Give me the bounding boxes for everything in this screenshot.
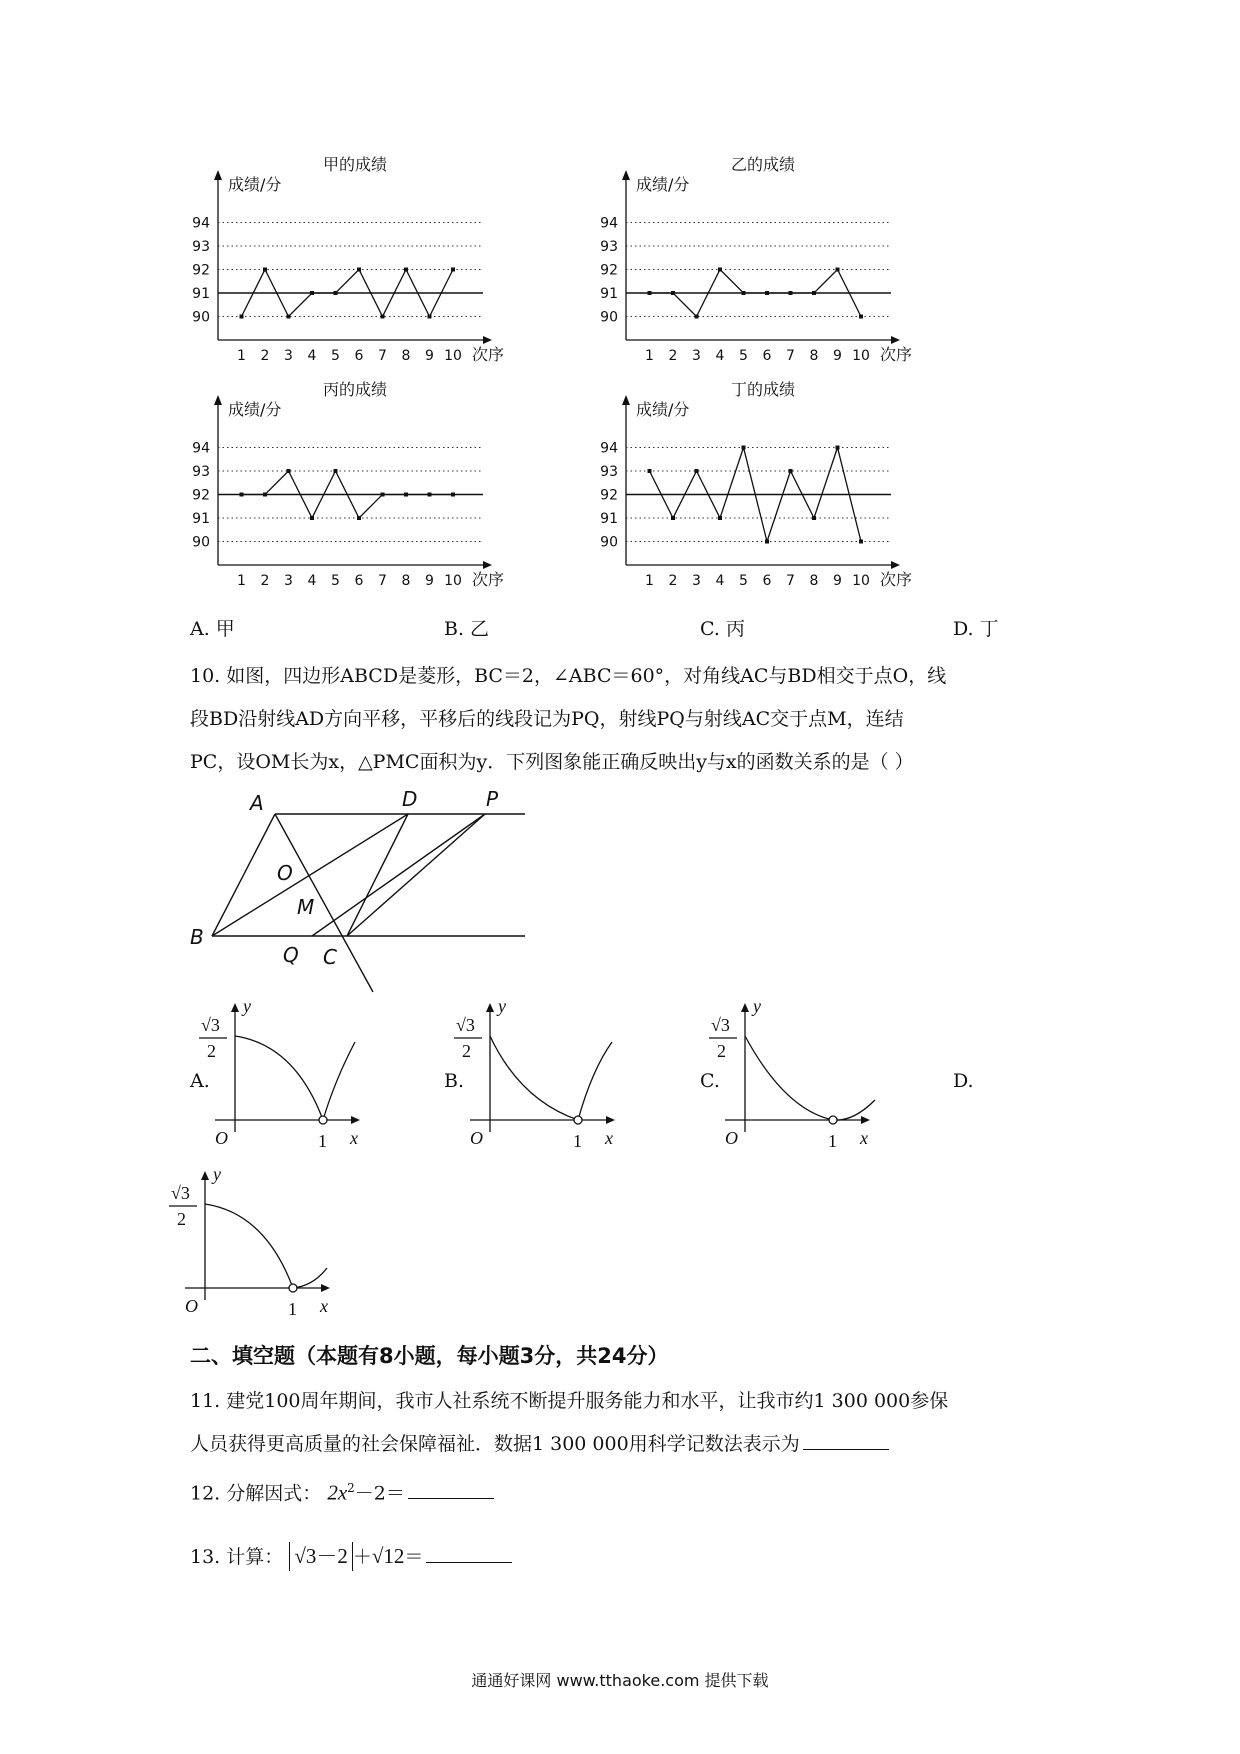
open-point [289,1284,297,1292]
x-tick-label: 10 [852,348,870,364]
q12-prefix: 12. 分解因式： [190,1482,322,1505]
y-tick-label: 90 [600,309,618,326]
data-point [310,291,314,295]
open-point [319,1116,327,1124]
y-tick-label: 91 [600,286,618,302]
y-tick-label: 90 [192,309,210,326]
q13-sqrt12: √12 [371,1544,405,1568]
data-point [765,291,769,295]
x-tick-label: 4 [307,573,317,589]
x-tick-label: 3 [692,573,701,589]
data-point [836,446,840,450]
x-tick-label: 3 [692,348,701,364]
x-axis-arrow [351,1116,360,1124]
x-tick-label: 1 [288,1299,297,1319]
y-tick-label: 90 [192,534,210,551]
y-axis-arrow [622,395,630,405]
x-tick-label: 1 [237,573,246,589]
x-tick-label: 10 [444,348,462,364]
x-tick-label: 2 [260,573,270,589]
x-label: x [320,1296,328,1316]
y-tick-label: 91 [192,286,210,302]
x-tick-label: 1 [318,1131,327,1151]
q9-option-b: B. 乙 [444,618,490,640]
data-point [240,493,244,497]
y-tick-label: 94 [600,215,618,232]
q13-text [190,1542,512,1571]
x-tick-label: 5 [331,573,340,589]
q10-line2: 段BD沿射线AD方向平移，平移后的线段记为PQ，射线PQ与射线AC交于点M，连结 [190,708,904,730]
q9-option-a: A. 甲 [190,618,235,640]
q9-charts [0,0,1240,600]
data-point [648,291,652,295]
data-point [671,516,675,520]
x-tick-label: 8 [809,348,819,364]
q10-graph-c [711,996,945,1160]
y-label: y [753,996,761,1016]
q12-expr-a: 2x [327,1480,348,1505]
q12-answer-blank[interactable] [408,1482,494,1499]
data-point [718,268,722,272]
y-tick-label: 94 [192,215,210,232]
q10-figure [180,780,530,995]
data-point [334,291,338,295]
y-label: y [243,996,251,1016]
q10-line3: PC，设OM长为x，△PMC面积为y．下列图象能正确反映出y与x的函数关系的是（ ） [190,751,914,773]
x-tick-label: 8 [401,573,411,589]
data-point [812,516,816,520]
origin-label: O [725,1128,738,1148]
label-q: Q [283,943,299,967]
data-point [334,469,338,473]
q13-eq: ＝ [404,1546,424,1568]
sqrt3-label: √3 [711,1015,730,1035]
label-m: M [297,895,315,919]
y-tick-label: 91 [600,511,618,527]
data-point [765,540,769,544]
data-point [428,315,432,319]
q10-graph-d [171,1164,405,1328]
data-point [742,291,746,295]
x-tick-label: 5 [739,573,748,589]
y-axis-label: 成绩/分 [636,400,690,419]
x-tick-label: 6 [762,573,772,589]
x-tick-label: 9 [425,348,434,364]
label-d: D [402,787,418,811]
x-axis-arrow [891,561,900,569]
function-curve [235,1036,355,1120]
data-point [287,469,291,473]
y-tick-label: 94 [600,440,618,457]
x-tick-label: 6 [354,348,364,364]
x-tick-label: 8 [401,348,411,364]
x-axis-arrow [606,1116,615,1124]
y-axis-arrow [214,170,222,180]
denominator-label: 2 [462,1041,471,1061]
x-tick-label: 3 [284,348,293,364]
y-tick-label: 93 [192,464,210,480]
x-axis-arrow [861,1116,870,1124]
x-label: x [860,1128,868,1148]
x-tick-label: 8 [809,573,819,589]
x-tick-label: 1 [573,1131,582,1151]
data-point [859,315,863,319]
q11-answer-blank[interactable] [803,1433,889,1450]
data-point [812,291,816,295]
chart-title: 丁的成绩 [730,380,796,399]
function-curve [490,1036,612,1120]
data-point [836,268,840,272]
data-point [789,291,793,295]
open-point [829,1116,837,1124]
y-tick-label: 91 [192,511,210,527]
chart-jia [192,155,504,364]
data-point [451,268,455,272]
y-axis-label: 成绩/分 [636,175,690,194]
y-axis-arrow [231,1003,239,1012]
x-tick-label: 2 [668,573,678,589]
y-axis-label: 成绩/分 [228,400,282,419]
origin-label: O [215,1128,228,1148]
y-tick-label: 90 [600,534,618,551]
q10-option-b: B. [444,1070,465,1092]
label-p: P [486,787,499,811]
denominator-label: 2 [717,1041,726,1061]
x-tick-label: 2 [260,348,270,364]
sqrt3-label: √3 [171,1183,190,1203]
x-tick-label: 5 [739,348,748,364]
x-tick-label: 9 [833,573,842,589]
x-tick-label: 4 [715,348,725,364]
origin-label: O [185,1296,198,1316]
label-c: C [323,945,337,969]
y-tick-label: 92 [192,262,210,279]
q12-exponent: 2 [347,1481,355,1495]
x-tick-label: 5 [331,348,340,364]
y-tick-label: 93 [192,239,210,255]
x-tick-label: 7 [378,573,387,589]
y-tick-label: 94 [192,440,210,457]
sqrt3-label: √3 [201,1015,220,1035]
data-point [357,516,361,520]
data-point [240,315,244,319]
label-b: B [190,925,204,949]
section-title: 二、填空题（本题有8小题，每小题3分，共24分） [190,1344,669,1368]
x-axis-arrow [483,561,492,569]
y-axis-arrow [741,1003,749,1012]
x-axis-label: 次序 [880,345,913,364]
x-tick-label: 7 [378,348,387,364]
sqrt3-label: √3 [456,1015,475,1035]
data-point [789,469,793,473]
x-tick-label: 4 [307,348,317,364]
x-tick-label: 1 [828,1131,837,1151]
q10-text [190,655,1090,784]
data-point [381,315,385,319]
data-point [695,469,699,473]
x-axis-arrow [483,336,492,344]
footer: 通通好课网 www.tthaoke.com 提供下载 [471,1671,769,1690]
data-point [671,291,675,295]
x-tick-label: 9 [833,348,842,364]
data-point [381,493,385,497]
y-tick-label: 92 [192,487,210,504]
q11-line2: 人员获得更高质量的社会保障福祉．数据1 300 000用科学记数法表示为 [190,1433,800,1455]
q13-answer-blank[interactable] [426,1546,512,1563]
y-tick-label: 92 [600,262,618,279]
x-axis-label: 次序 [880,570,913,589]
q13-abs-expr: √3－2 [289,1542,353,1571]
chart-title: 甲的成绩 [322,155,388,174]
chart-yi [600,155,912,364]
x-axis-label: 次序 [472,570,505,589]
q10-option-c: C. [700,1070,720,1092]
y-tick-label: 92 [600,487,618,504]
x-tick-label: 1 [645,348,654,364]
label-o: O [277,861,293,885]
data-point [648,469,652,473]
q9-option-d: D. 丁 [953,618,999,640]
denominator-label: 2 [207,1041,216,1061]
denominator-label: 2 [177,1209,186,1229]
y-axis-arrow [201,1171,209,1180]
y-label: y [498,996,506,1016]
x-axis-label: 次序 [472,345,505,364]
data-point [428,493,432,497]
q10-option-d: D. [953,1070,974,1092]
y-tick-label: 93 [600,239,618,255]
x-tick-label: 1 [237,348,246,364]
q10-option-a: A. [190,1070,210,1092]
q10-line1: 10. 如图，四边形ABCD是菱形，BC＝2，∠ABC＝60°，对角线AC与BD相交于点O，线 [190,665,947,687]
x-tick-label: 4 [715,573,725,589]
chart-bing [192,380,504,589]
x-tick-label: 7 [786,348,795,364]
x-tick-label: 3 [284,573,293,589]
y-label: y [213,1164,221,1184]
data-point [287,315,291,319]
chart-ding [600,380,912,589]
x-label: x [605,1128,613,1148]
q11-text [190,1380,1090,1466]
x-tick-label: 10 [852,573,870,589]
x-tick-label: 9 [425,573,434,589]
x-tick-label: 6 [762,348,772,364]
y-axis-arrow [486,1003,494,1012]
function-curve [205,1204,327,1288]
data-point [310,516,314,520]
y-tick-label: 93 [600,464,618,480]
label-a: A [250,791,264,815]
data-point [404,268,408,272]
data-point [859,540,863,544]
q10-graph-b [456,996,690,1160]
data-point [451,493,455,497]
y-axis-arrow [214,395,222,405]
data-point [718,516,722,520]
q13-plus: ＋ [352,1546,372,1568]
q12-expr-b: －2＝ [354,1482,405,1505]
q10-graph-a [201,996,435,1160]
x-tick-label: 1 [645,573,654,589]
data-point [404,493,408,497]
q13-prefix: 13. 计算： [190,1546,284,1568]
data-point [695,315,699,319]
data-point [357,268,361,272]
chart-title: 丙的成绩 [322,380,388,399]
open-point [574,1116,582,1124]
x-tick-label: 10 [444,573,462,589]
y-axis-label: 成绩/分 [228,175,282,194]
y-axis-arrow [622,170,630,180]
data-point [263,493,267,497]
data-point [742,446,746,450]
chart-title: 乙的成绩 [730,155,796,174]
data-point [263,268,267,272]
q9-option-c: C. 丙 [700,618,745,640]
x-tick-label: 2 [668,348,678,364]
x-label: x [350,1128,358,1148]
function-curve [745,1036,875,1120]
x-tick-label: 6 [354,573,364,589]
x-tick-label: 7 [786,573,795,589]
x-axis-arrow [891,336,900,344]
origin-label: O [470,1128,483,1148]
x-axis-arrow [321,1284,330,1292]
q11-line1: 11. 建党100周年期间，我市人社系统不断提升服务能力和水平，让我市约1 300 000参保 [190,1390,949,1412]
q12-text [190,1482,494,1503]
